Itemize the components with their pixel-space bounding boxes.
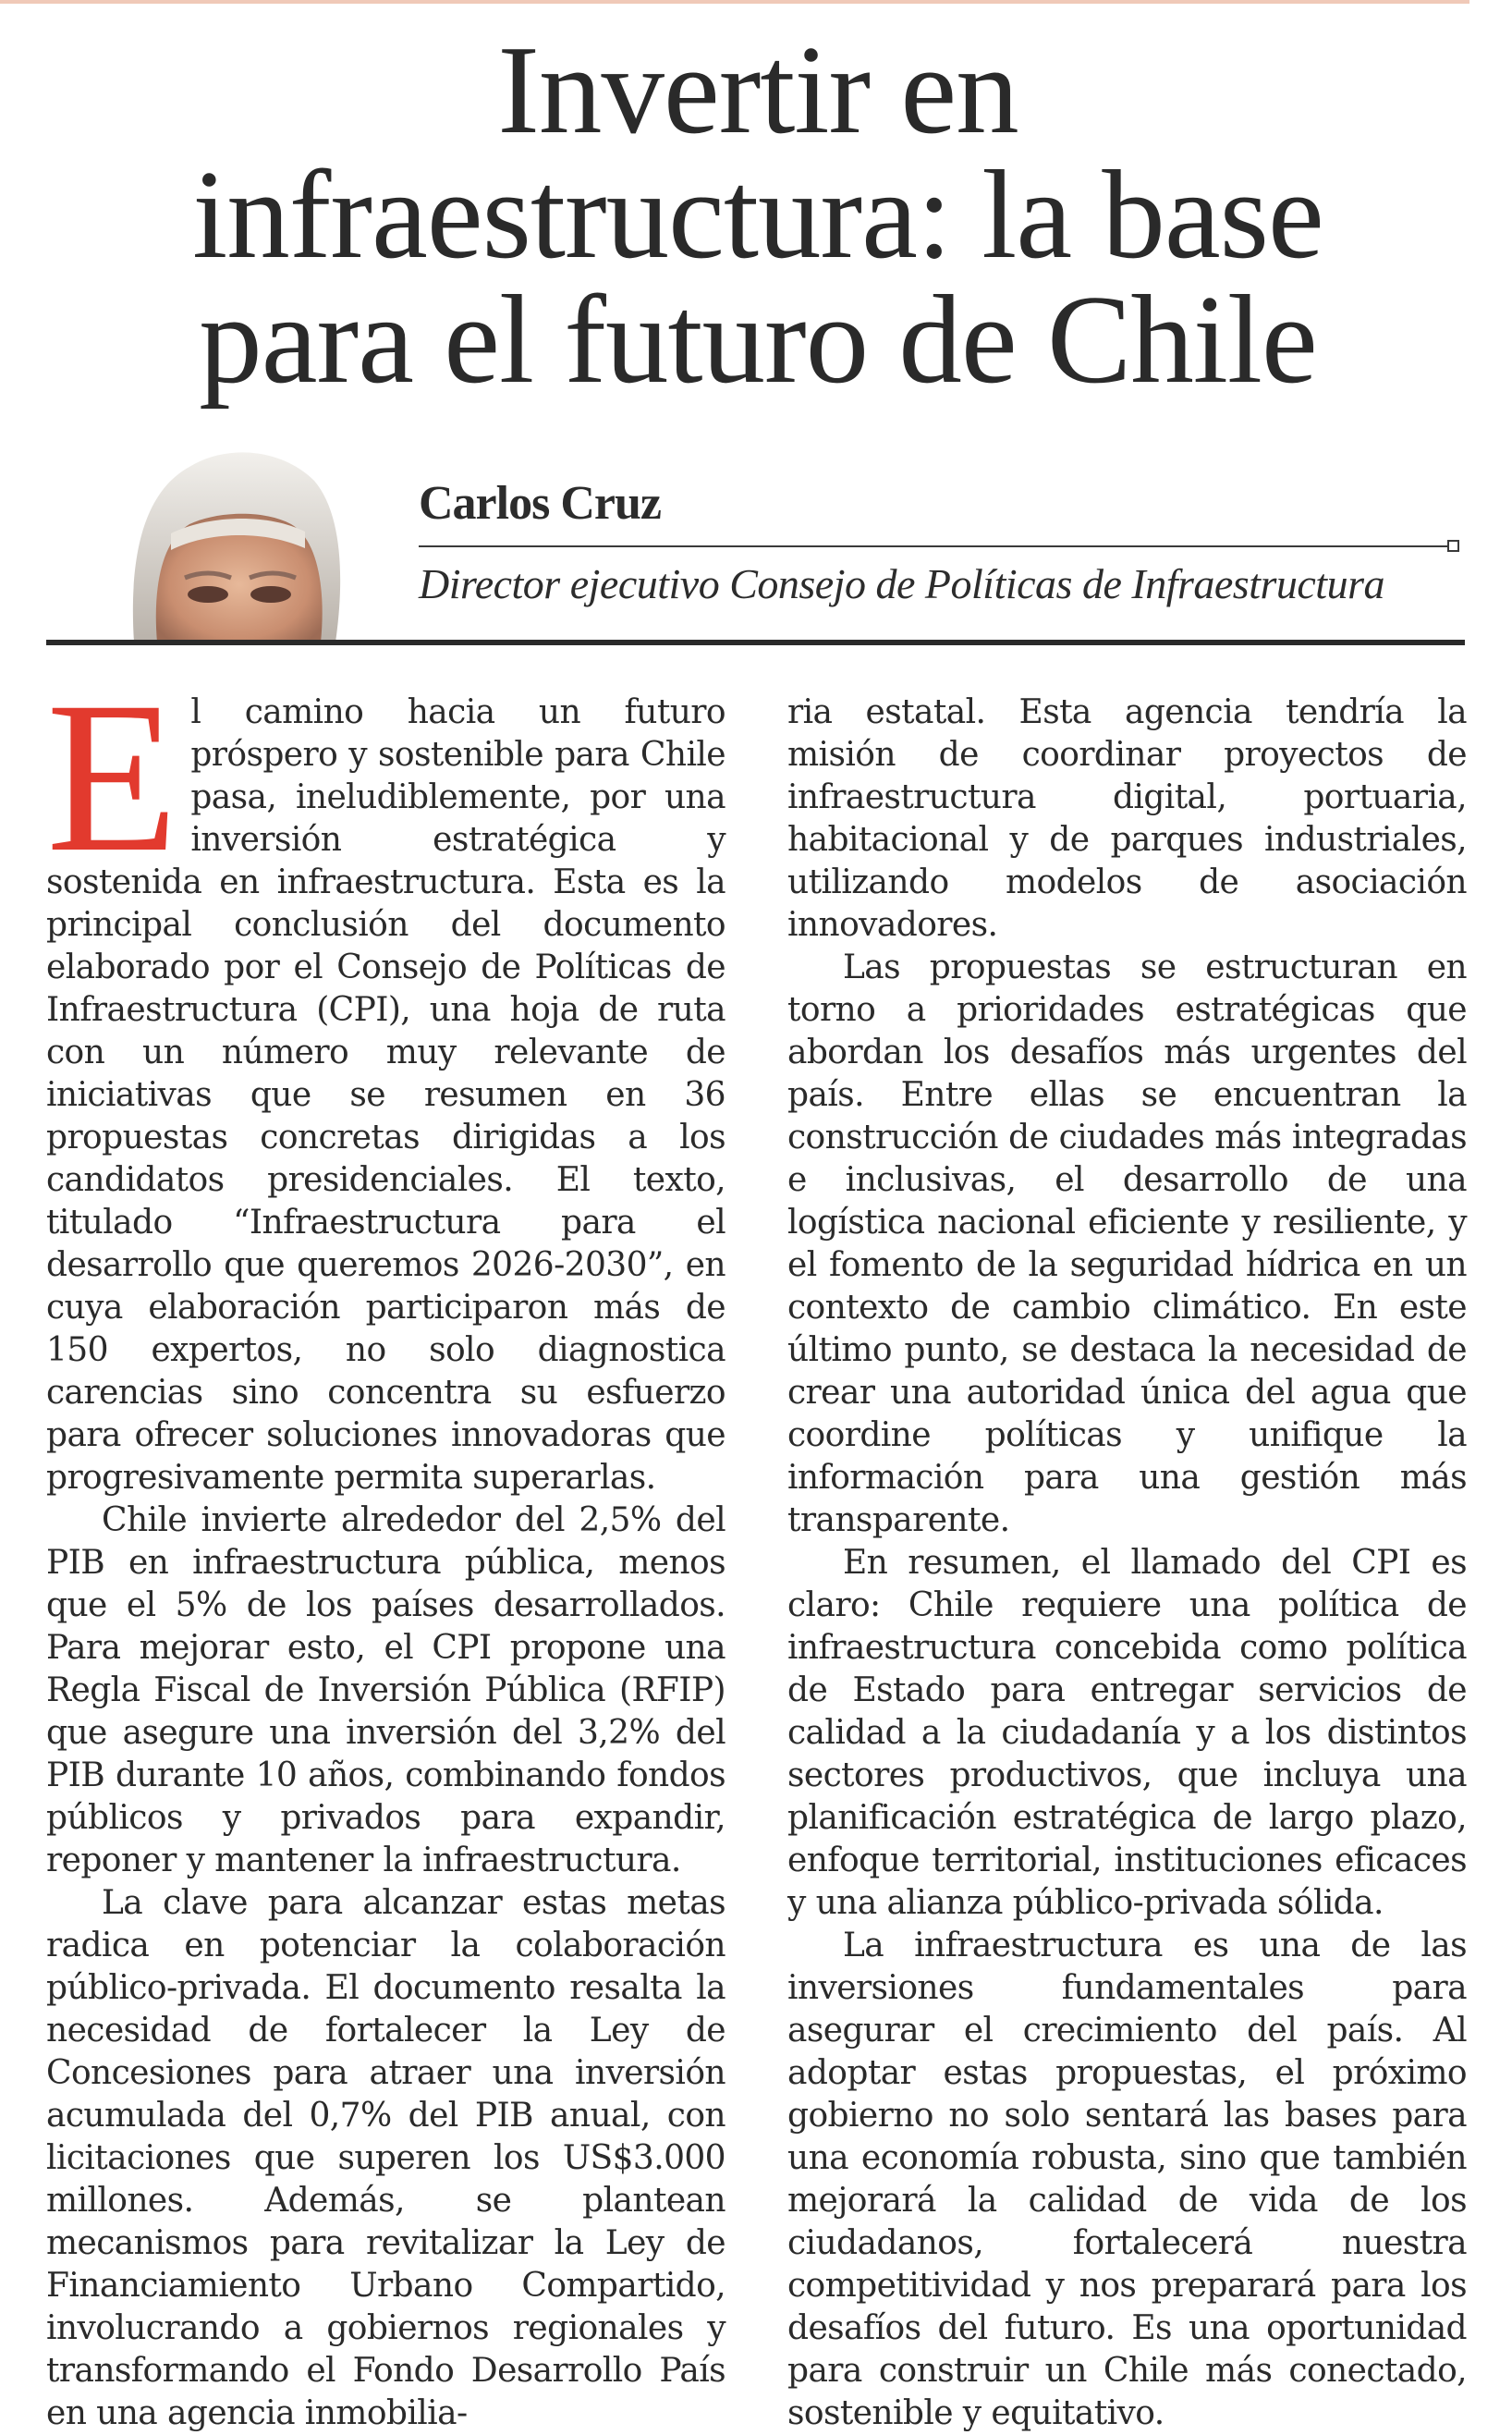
author-portrait-illustration bbox=[106, 439, 356, 642]
article-paragraph-1 bbox=[46, 656, 726, 1499]
article-paragraph-3-continued: ria estatal. Esta agencia tendría la misión de coordinar proyectos de infraestructura digital, portuaria, habitacional y de parques industriales, utilizando modelos de asociación innovadores. bbox=[787, 693, 1467, 944]
article-paragraph-3: La clave para alcanzar estas metas radica en potenciar la colaboración público-privada. El documento resalta la necesidad de fortalecer la Ley de Concesiones para atraer una inversión acumulada del 0,7% del PIB anual, con licitaciones que superen los US$3.000 millones. Además, se plantean mecanismos para revitalizar la Ley de Financiamiento Urbano Compartido, involucrando a gobiernos regionales y transformando el Fondo Desarrollo País en una agencia inmobilia- bbox=[46, 1884, 726, 2432]
headline-line-3: para el futuro de Chile bbox=[199, 269, 1317, 410]
article-paragraph-5: En resumen, el llamado del CPI es claro: Chile requiere una política de infraestructura concebida como política de Estado para entregar servicios de calidad a la ciudadanía y a los distintos sectores productivos, que incluya una planificación estratégica de largo plazo, enfoque territorial, instituciones eficaces y una alianza público-privada sólida. bbox=[787, 1544, 1467, 1922]
headline bbox=[55, 19, 1460, 410]
top-accent-rule bbox=[0, 0, 1469, 4]
drop-cap: E bbox=[46, 656, 178, 897]
byline-divider bbox=[419, 545, 1452, 547]
article-column-left bbox=[46, 656, 726, 2435]
author-role: Director ejecutivo Consejo de Políticas de Infraestructura bbox=[419, 560, 1384, 607]
byline-divider-end-mark bbox=[1447, 540, 1459, 552]
article-paragraph-2: Chile invierte alrededor del 2,5% del PIB en infraestructura pública, menos que el 5% de los países desarrollados. Para mejorar esto, el CPI propone una Regla Fiscal de Inversión Pública (RFIP) que asegure una inversión del 3,2% del PIB durante 10 años, combinando fondos públicos y privados para expandir, reponer y mantener la infraestructura. bbox=[46, 1501, 726, 1879]
article-paragraph-1-text: l camino hacia un futuro próspero y sostenible para Chile pasa, ineludiblemente, por una inversión estratégica y sostenida en infraestructura. Esta es la principal conclusión del documento elaborado por el Consejo de Políticas de Infraestructura (CPI), una hoja de ruta con un número muy relevante de iniciativas que se resumen en 36 propuestas concretas dirigidas a los candidatos presidenciales. El texto, titulado “Infraestructura para el desarrollo que queremos 2026-2030”, en cuya elaboración participaron más de 150 expertos, no solo diagnostica carencias sino concentra su esfuerzo para ofrecer soluciones innovadoras que progresivamente permita superarlas. bbox=[46, 693, 726, 1497]
article-paragraph-6: La infraestructura es una de las inversiones fundamentales para asegurar el crecimiento del país. Al adoptar estas propuestas, el próximo gobierno no solo sentará las bases para una economía robusta, sino que también mejorará la calidad de vida de los ciudadanos, fortalecerá nuestra competitividad y nos preparará para los desafíos del futuro. Es una oportunidad para construir un Chile más conectado, sostenible y equitativo. bbox=[787, 1927, 1467, 2432]
headline-line-1: Invertir en bbox=[497, 19, 1018, 160]
article-column-right bbox=[787, 691, 1467, 2435]
header-divider bbox=[46, 640, 1465, 645]
author-name: Carlos Cruz bbox=[419, 477, 661, 530]
author-photo bbox=[106, 439, 356, 642]
headline-line-2: infraestructura: la base bbox=[192, 144, 1323, 285]
article-paragraph-4: Las propuestas se estructuran en torno a prioridades estratégicas que abordan los desafíos más urgentes del país. Entre ellas se encuentran la construcción de ciudades más integradas e inclusivas, el desarrollo de una logística nacional eficiente y resiliente, y el fomento de la seguridad hídrica en un contexto de cambio climático. En este último punto, se destaca la necesidad de crear una autoridad única del agua que coordine políticas y unifique la información para una gestión más transparente. bbox=[787, 948, 1467, 1539]
